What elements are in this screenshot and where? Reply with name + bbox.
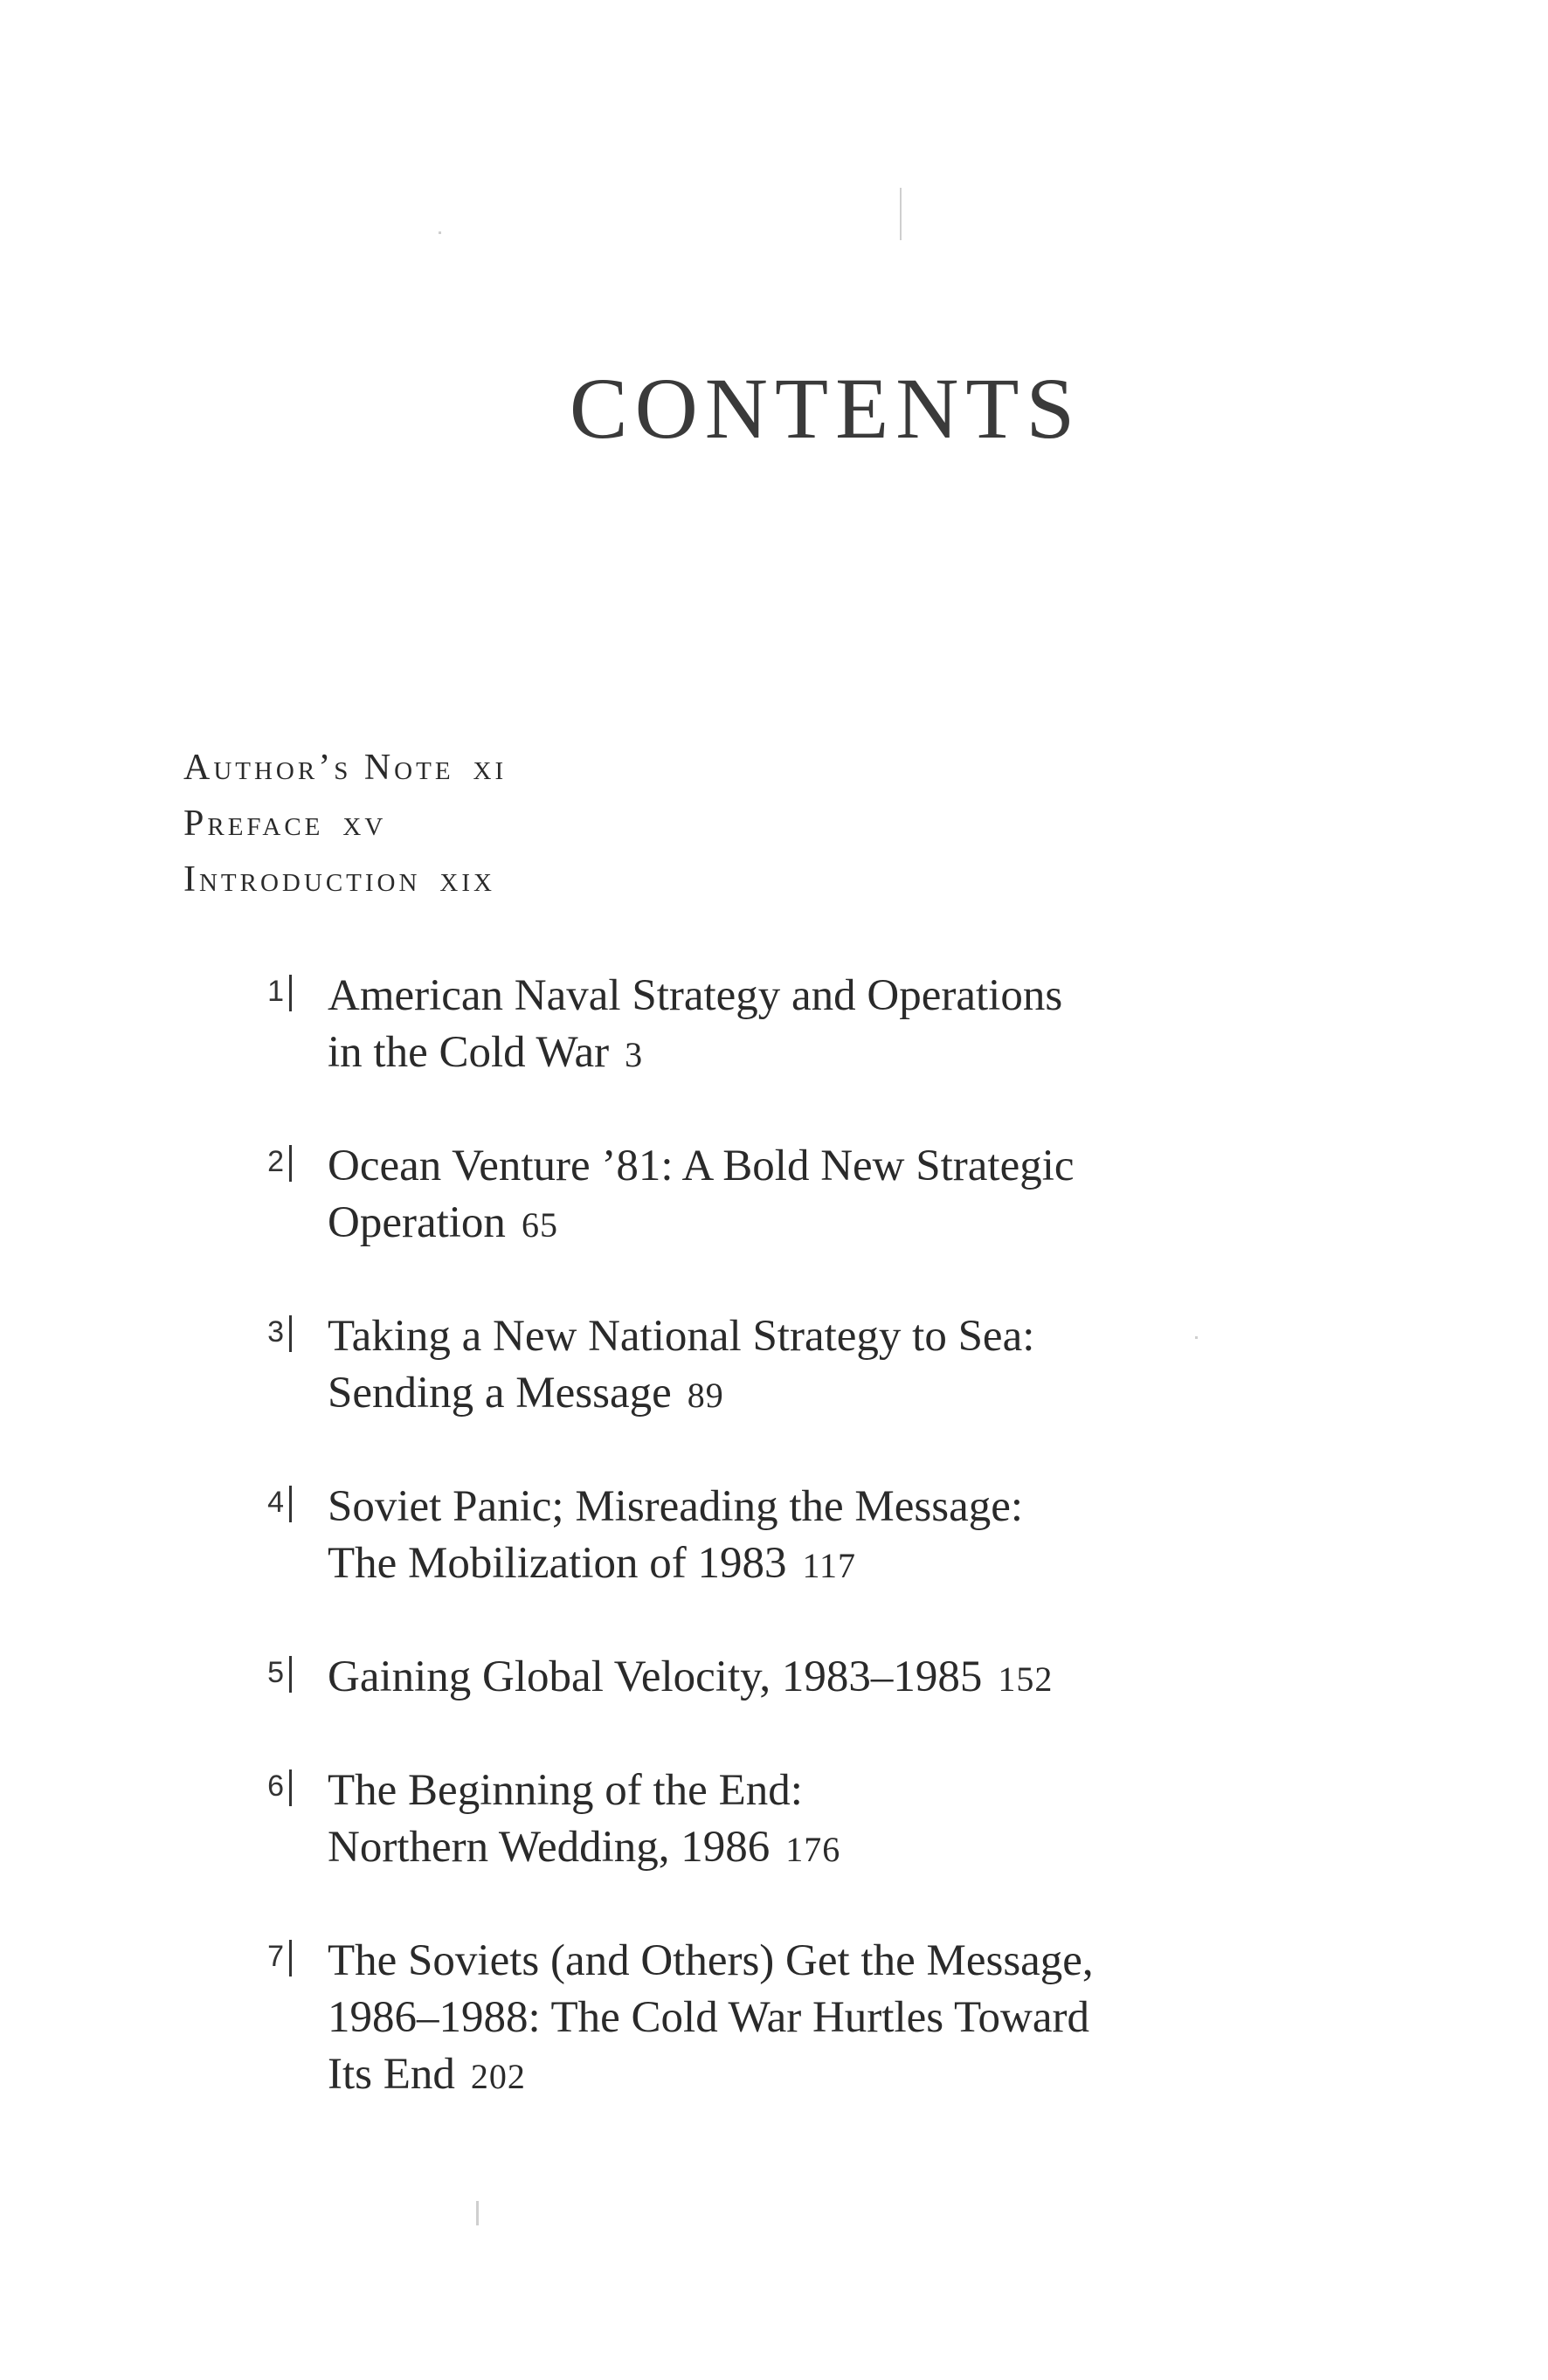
chapter-title — [328, 1933, 1201, 2105]
chapter-separator — [289, 1656, 292, 1693]
chapter-page: 89 — [687, 1376, 724, 1415]
chapter-title — [328, 1479, 1201, 1594]
chapter-title-line: American Naval Strategy and Operations — [328, 971, 1063, 1020]
chapter-number: 7 — [267, 1940, 284, 1973]
chapter-title-line: Gaining Global Velocity, 1983–1985 — [328, 1652, 983, 1701]
chapter-page: 117 — [802, 1546, 857, 1585]
chapter-title-line: The Beginning of the End: — [328, 1766, 803, 1815]
chapter-title-line: in the Cold War — [328, 1028, 610, 1077]
front-matter-authors-note — [183, 749, 507, 786]
front-matter-page: xi — [473, 748, 508, 788]
chapter-separator — [289, 1769, 292, 1806]
chapter-page: 152 — [998, 1659, 1054, 1699]
chapter-title — [328, 1649, 1201, 1707]
page-title: CONTENTS — [569, 360, 1082, 457]
chapter-title-line: The Mobilization of 1983 — [328, 1539, 787, 1588]
front-matter-introduction — [183, 861, 495, 898]
chapter-title-line: Northern Wedding, 1986 — [328, 1823, 771, 1872]
chapter-number: 4 — [267, 1486, 284, 1519]
chapter-page: 3 — [625, 1035, 644, 1074]
front-matter-label: Preface — [183, 804, 324, 844]
chapter-title-line: Ocean Venture ’81: A Bold New Strategic — [328, 1142, 1075, 1190]
chapter-title-line: Taking a New National Strategy to Sea: — [328, 1312, 1035, 1361]
chapter-page: 176 — [785, 1830, 841, 1869]
front-matter-preface — [183, 805, 386, 842]
chapter-separator — [289, 1315, 292, 1352]
chapter-number: 6 — [267, 1769, 284, 1803]
scan-mark — [476, 2201, 479, 2225]
chapter-title-line: The Soviets (and Others) Get the Message, — [328, 1936, 1094, 1985]
chapter-separator — [289, 1940, 292, 1976]
chapter-title-line: 1986–1988: The Cold War Hurtles Toward — [328, 1993, 1089, 2042]
chapter-title-line: Operation — [328, 1198, 506, 1247]
chapter-title — [328, 1308, 1201, 1424]
chapter-number: 3 — [267, 1315, 284, 1349]
chapter-separator — [289, 1486, 292, 1522]
scan-mark — [1195, 1336, 1198, 1339]
front-matter-label: Author’s Note — [183, 748, 454, 788]
chapter-number: 1 — [267, 975, 284, 1008]
chapter-title — [328, 1138, 1201, 1253]
front-matter-label: Introduction — [183, 859, 421, 900]
chapter-title-line: Sending a Message — [328, 1369, 672, 1418]
chapter-title — [328, 968, 1201, 1083]
chapter-number: 5 — [267, 1656, 284, 1689]
chapter-page: 202 — [470, 2057, 526, 2096]
front-matter-page: xv — [342, 804, 387, 844]
chapter-separator — [289, 975, 292, 1011]
chapter-title-line: Soviet Panic; Misreading the Message: — [328, 1482, 1024, 1531]
chapter-separator — [289, 1145, 292, 1182]
scan-mark — [439, 231, 441, 234]
front-matter-page: xix — [439, 859, 495, 900]
scan-mark — [900, 188, 902, 240]
chapter-page: 65 — [521, 1205, 558, 1245]
chapter-title — [328, 1763, 1201, 1878]
chapter-title-line: Its End — [328, 2050, 455, 2099]
chapter-number: 2 — [267, 1145, 284, 1178]
